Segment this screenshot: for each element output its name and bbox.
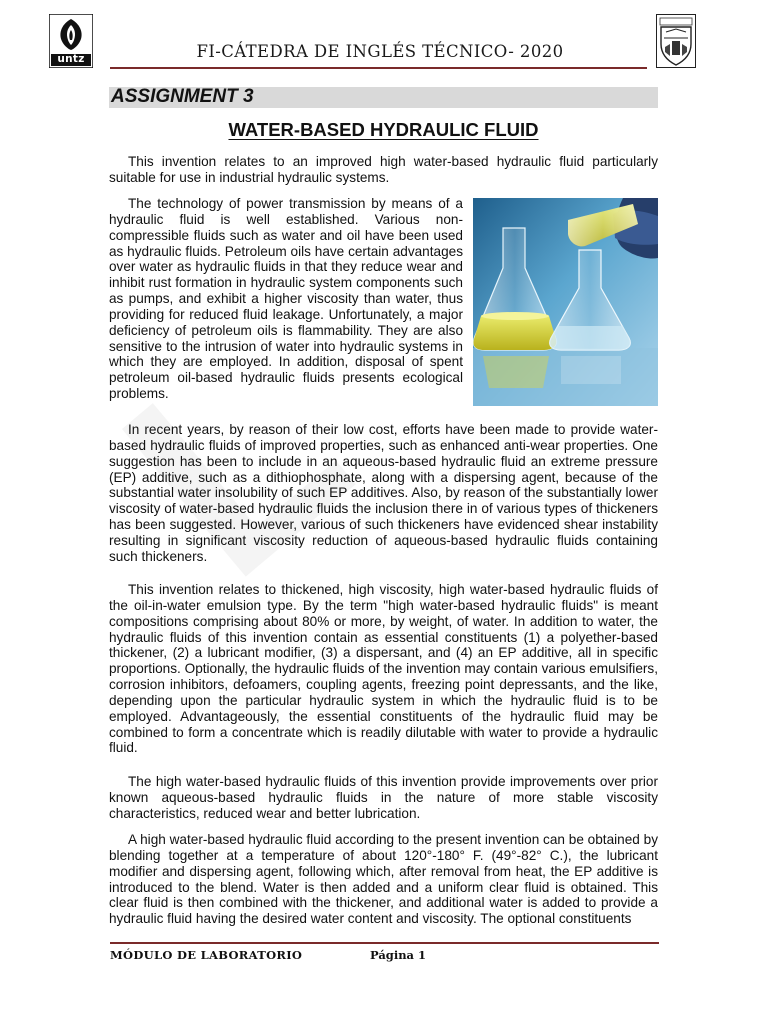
paragraph-6: A high water-based hydraulic fluid according to the present invention can be obtained by blending together at a temperature of about 120°-180° F. (49°-82° C.), the lubricant modifier and dispersing agent, following which, after removal from heat, the EP additive is introduced to the blend. Water is then added and a uniform clear fluid is obtained. This clear fluid is then combined with the thickener, and additional water is added to provide a hydraulic fluid having the desired water content and viscosity. The optional constituents	[109, 832, 658, 927]
assignment-bar	[109, 87, 658, 108]
paragraph-1: This invention relates to an improved high water-based hydraulic fluid particularly suitable for use in industrial hydraulic systems.	[109, 154, 658, 185]
footer-module-label: MÓDULO DE LABORATORIO	[110, 948, 303, 962]
document-title: WATER-BASED HYDRAULIC FLUID	[228, 119, 539, 140]
paragraph-2: The technology of power transmission by means of a hydraulic fluid is well established. Various non-compressible fluids such as water and oil have been used as hydraulic fluids. Petroleum oils have certain advantages over water as hydraulic fluids in that they reduce wear and inhibit rust formation in hydraulic system components such as pumps, and exhibit a higher viscosity than water, thus providing for reduced fluid leakage. Unfortunately, a major deficiency of petroleum oils is flammability. They are also sensitive to the intrusion of water into hydraulic systems in which they are employed. In addition, disposal of spent petroleum oil-based hydraulic fluids presents ecological problems.	[109, 196, 463, 402]
paragraph-4: This invention relates to thickened, high viscosity, high water-based hydraulic fluids of the oil-in-water emulsion type. By the term "high water-based hydraulic fluids" is meant compositions comprising about 80% or more, by weight, of water. In addition to water, the hydraulic fluids of this invention contain as essential constituents (1) a polyether-based thickener, (2) a lubricant modifier, (3) a dispersant, and (4) an EP additive, all in specific proportions. Optionally, the hydraulic fluids of the invention may contain various emulsifiers, corrosion inhibitors, defoamers, coupling agents, freezing point depressants, and the like, depending upon the particular hydraulic system in which the hydraulic fluid is to be employed. Advantageously, the essential constituents of the hydraulic fluid may be combined to form a concentrate which is readily dilutable with water to provide a hydraulic fluid.	[109, 582, 658, 756]
footer-rule	[110, 942, 659, 944]
lab-flasks-photo	[473, 198, 658, 406]
paragraph-3: In recent years, by reason of their low cost, efforts have been made to provide water-based hydraulic fluids of improved properties, such as enhanced anti-wear properties. One suggestion has been to include in an aqueous-based hydraulic fluid an extreme pressure (EP) additive, such as a dithiophosphate, along with a dispersing agent, because of the substantial water insolubility of such EP additives. Also, by reason of the substantially lower viscosity of water-based hydraulic fluids the inclusion there in of various types of thickeners has been suggested. However, various of such thickeners have evidenced shear instability resulting in significant viscosity reduction of aqueous-based hydraulic fluids containing such thickeners.	[109, 422, 658, 564]
logo-text: untz	[57, 53, 85, 65]
faculty-crest-icon	[656, 14, 696, 68]
assignment-label: ASSIGNMENT 3	[111, 86, 254, 107]
university-logo-icon	[49, 14, 93, 68]
paragraph-5: The high water-based hydraulic fluids of this invention provide improvements over prior known aqueous-based hydraulic fluids in the nature of more stable viscosity characteristics, reduced wear and better lubrication.	[109, 774, 658, 821]
header-rule	[110, 67, 647, 69]
page-number: Página 1	[370, 948, 427, 962]
header-title: FI-CÁTEDRA DE INGLÉS TÉCNICO- 2020	[196, 42, 564, 61]
